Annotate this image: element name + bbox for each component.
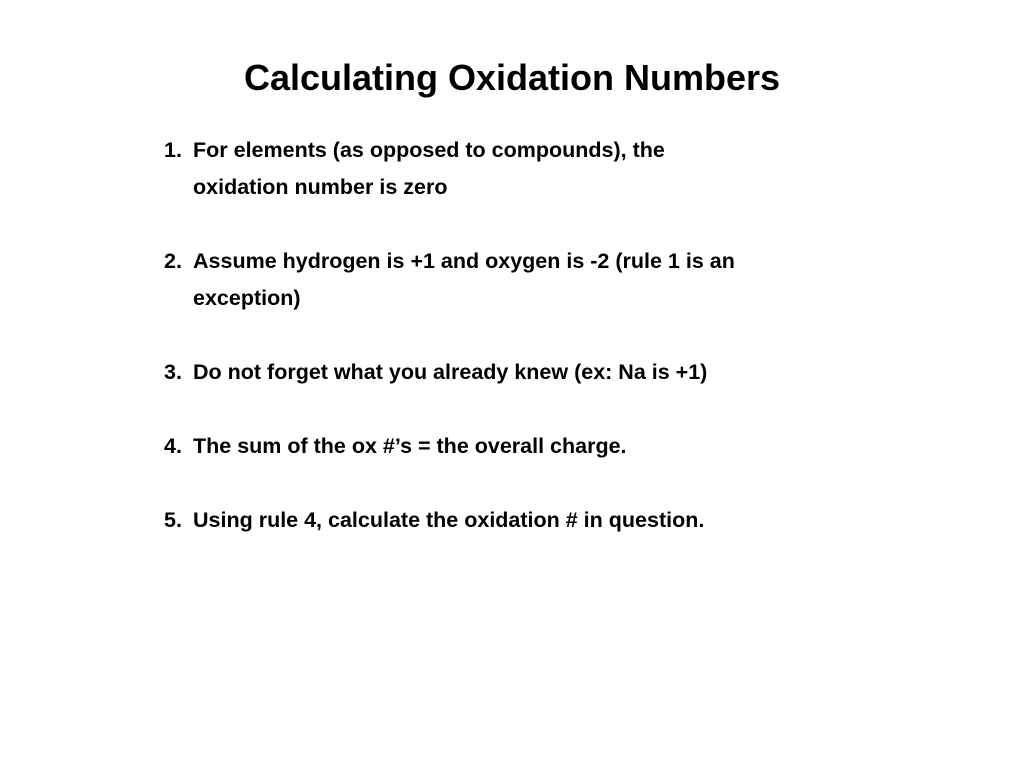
rule-number: 4. bbox=[164, 434, 182, 458]
rule-text: The sum of the ox #’s = the overall charge. bbox=[193, 434, 627, 458]
rule-text: Using rule 4, calculate the oxidation # in question. bbox=[193, 508, 705, 532]
rule-text: Do not forget what you already knew (ex: Na is +1) bbox=[193, 360, 708, 384]
rule-number: 3. bbox=[164, 360, 182, 384]
rule-number: 5. bbox=[164, 508, 182, 532]
rule-item-1 bbox=[164, 132, 864, 206]
rule-number: 2. bbox=[164, 249, 182, 273]
rule-item-3 bbox=[164, 354, 864, 391]
rule-item-2 bbox=[164, 243, 864, 317]
slide-title: Calculating Oxidation Numbers bbox=[243, 57, 781, 98]
rules-list bbox=[164, 132, 864, 576]
rule-item-5 bbox=[164, 502, 864, 539]
rule-item-4 bbox=[164, 428, 864, 465]
rule-number: 1. bbox=[164, 138, 182, 162]
rule-text: Assume hydrogen is +1 and oxygen is -2 (rule 1 is an exception) bbox=[193, 249, 735, 310]
rule-text: For elements (as opposed to compounds), the oxidation number is zero bbox=[193, 138, 665, 199]
